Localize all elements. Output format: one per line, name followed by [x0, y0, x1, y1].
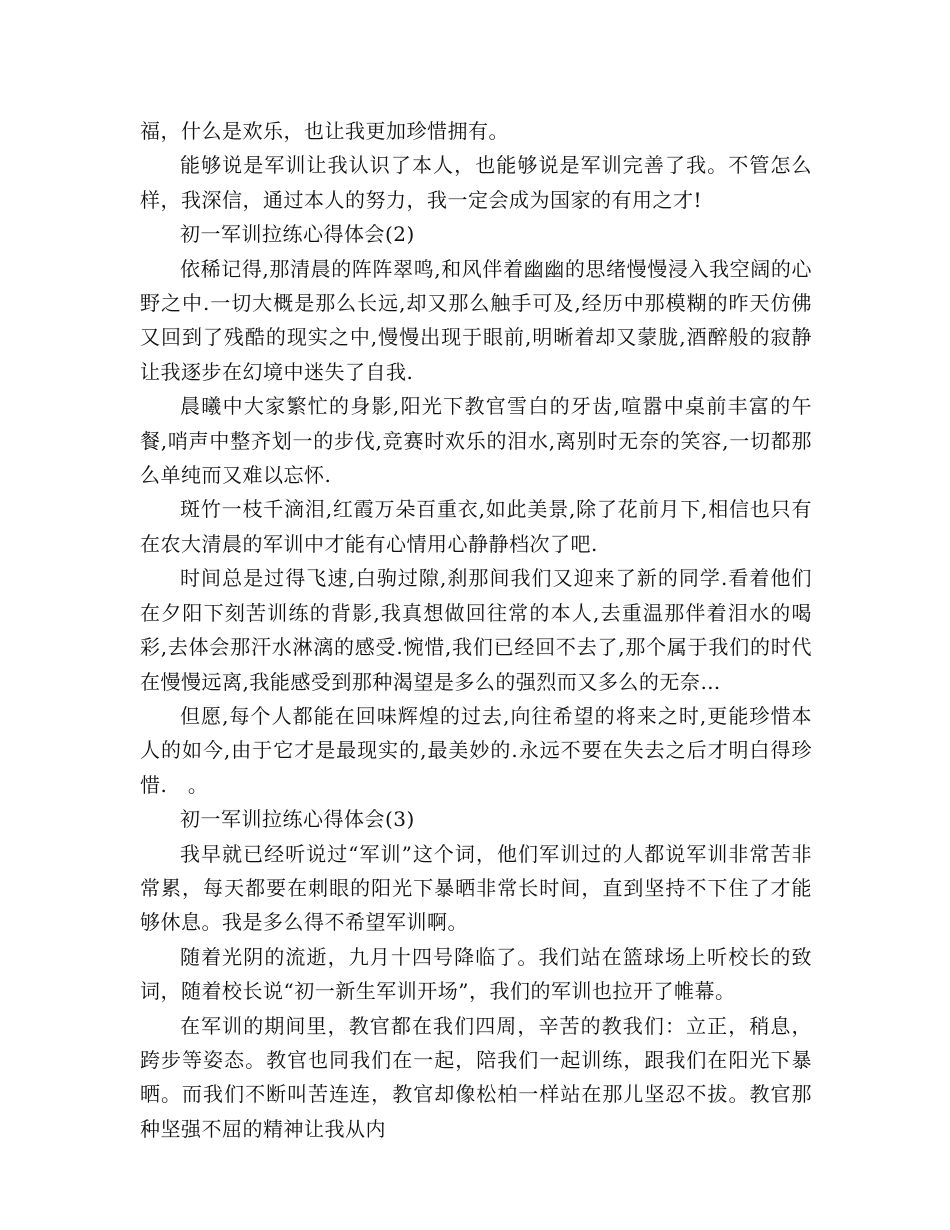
paragraph: 依稀记得,那清晨的阵阵翠鸣,和风伴着幽幽的思绪慢慢浸入我空阔的心野之中.一切大概是那么长远,却又那么触手可及,经历中那模糊的昨天仿佛又回到了残酷的现实之中,慢慢出现于眼前,明晰着却又蒙胧,酒醉般的寂静让我逐步在幻境中迷失了自我. [140, 256, 812, 384]
paragraph: 我早就已经听说过“军训”这个词，他们军训过的人都说军训非常苦非常累，每天都要在刺眼的阳光下暴晒非常长时间，直到坚持不下住了才能够休息。我是多么得不希望军训啊。 [140, 841, 812, 935]
section-heading: 初一军训拉练心得体会(3) [180, 807, 415, 832]
paragraph: 但愿,每个人都能在回味辉煌的过去,向往希望的将来之时,更能珍惜本人的如今,由于它才是最现实的,最美妙的.永远不要在失去之后才明白得珍惜. 。 [140, 703, 812, 797]
paragraph: 随着光阴的流逝，九月十四号降临了。我们站在篮球场上听校长的致词，随着校长说“初一新生军训开场”，我们的军训也拉开了帷幕。 [140, 944, 812, 1004]
paragraph: 在军训的期间里，教官都在我们四周，辛苦的教我们：立正，稍息，跨步等姿态。教官也同我们在一起，陪我们一起训练，跟我们在阳光下暴晒。而我们不断叫苦连连，教官却像松柏一样站在那儿坚忍不拔。教官那种坚强不屈的精神让我从内 [140, 1013, 812, 1141]
paragraph: 能够说是军训让我认识了本人，也能够说是军训完善了我。不管怎么样，我深信，通过本人的努力，我一定会成为国家的有用之才! [140, 153, 812, 212]
document-page [140, 114, 812, 1146]
paragraph: 斑竹一枝千滴泪,红霞万朵百重衣,如此美景,除了花前月下,相信也只有在农大清晨的军训中才能有心情用心静静档次了吧. [140, 497, 812, 556]
section-heading: 初一军训拉练心得体会(2) [180, 222, 415, 247]
paragraph: 时间总是过得飞速,白驹过隙,刹那间我们又迎来了新的同学.看着他们在夕阳下刻苦训练的背影,我真想做回往常的本人,去重温那伴着泪水的喝彩,去体会那汗水淋漓的感受.惋惜,我们已经回不去了,那个属于我们的时代在慢慢远离,我能感受到那种渴望是多么的强烈而又多么的无奈… [140, 566, 812, 694]
paragraph-continuation: 福，什么是欢乐，也让我更加珍惜拥有。 [140, 119, 509, 143]
paragraph: 晨曦中大家繁忙的身影,阳光下教官雪白的牙齿,喧嚣中桌前丰富的午餐,哨声中整齐划一的步伐,竞赛时欢乐的泪水,离别时无奈的笑容,一切都那么单纯而又难以忘怀. [140, 394, 812, 488]
